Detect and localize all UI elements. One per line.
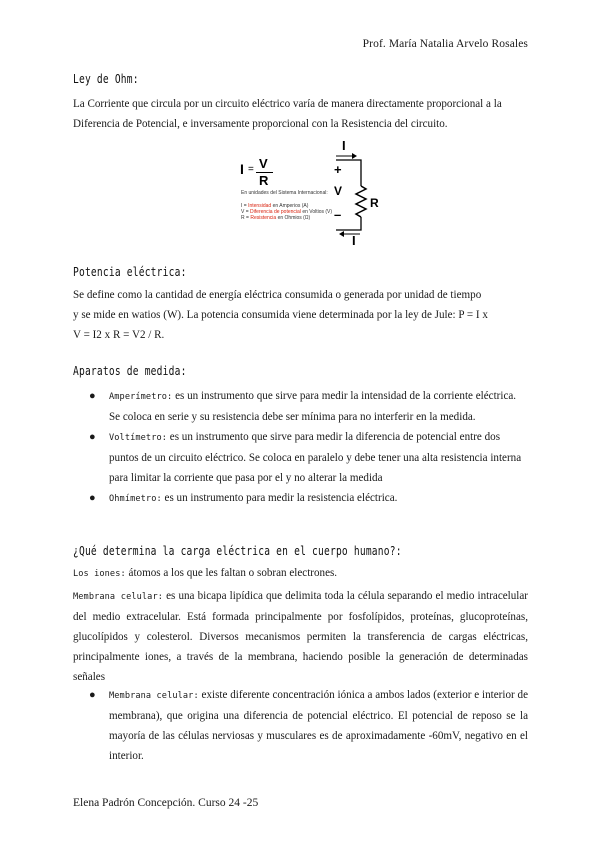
circuit-voltage-label: V <box>334 184 343 198</box>
membrana-text: es una bicapa lipídica que delimita toda la célula separando el medio intracelular del medio extracelular. Está formada principalmente por fosfolípidos, proteínas, glucoproteínas, glucolípidos y colesterol. Diversos mecanismos permiten la transferencia de cargas eléctricas, principalmente iones, a través de la membrana, haciendo posible la generación de determinadas señales <box>73 590 528 683</box>
bullet-icon: ● <box>89 689 96 701</box>
units-title: En unidades del Sistema Internacional: <box>241 190 328 196</box>
ley-ohm-text: La Corriente que circula por un circuito eléctrico varía de manera directamente proporcional a la Diferencia de Potencial, e inversamente proporcional con la Resistencia del circuito. <box>73 98 502 130</box>
term-amperimetro: Amperímetro: <box>109 392 173 402</box>
list-item-membrana <box>73 685 528 766</box>
heading-aparatos: Aparatos de medida: <box>73 365 187 379</box>
arrowhead-icon <box>339 231 344 237</box>
formula-eq: = <box>248 164 254 175</box>
potencia-line: y se mide en watios (W). La potencia consumida viene determinada por la ley de Jule: P = I x <box>73 309 488 321</box>
list-item-ohmimetro <box>73 488 528 509</box>
term-membrana: Membrana celular: <box>73 592 163 602</box>
arrowhead-icon <box>352 153 357 159</box>
legend-row: I = Intensidad en Amperios (A) <box>241 203 309 209</box>
formula-numerator: V <box>259 156 268 171</box>
aparatos-list <box>73 386 528 509</box>
legend-row: V = Diferencia de potencial en Voltios (V) <box>241 209 333 215</box>
bullet-icon: ● <box>89 492 96 504</box>
circuit-current-bottom: I <box>352 233 356 246</box>
term-iones: Los iones: <box>73 569 126 579</box>
term-ohmimetro: Ohmímetro: <box>109 494 162 504</box>
formula-lhs: I <box>240 161 244 177</box>
amperimetro-text: es un instrumento que sirve para medir la intensidad de la corriente eléctrica. Se coloca en serie y su resistencia debe ser mínima para no interferir en la medida. <box>109 390 517 423</box>
membrana-list <box>73 685 528 766</box>
membrana-paragraph <box>73 586 528 687</box>
potencia-line: V = I2 x R = V2 / R. <box>73 329 165 341</box>
plus-sign: + <box>334 162 342 177</box>
formula-denominator: R <box>259 173 269 188</box>
bullet-icon: ● <box>89 431 96 443</box>
iones-line <box>73 567 337 579</box>
term-membrana-bullet: Membrana celular: <box>109 691 199 701</box>
potencia-line: Se define como la cantidad de energía eléctrica consumida o generada por unidad de tiempo <box>73 289 482 301</box>
circuit-diagram <box>330 136 395 246</box>
heading-ley-ohm: Ley de Ohm: <box>73 73 139 87</box>
iones-text: átomos a los que les faltan o sobran electrones. <box>125 567 338 579</box>
term-voltimetro: Voltímetro: <box>109 433 168 443</box>
author-header: Prof. María Natalia Arvelo Rosales <box>362 38 528 50</box>
heading-carga: ¿Qué determina la carga eléctrica en el cuerpo humano?: <box>73 545 402 559</box>
heading-potencia: Potencia eléctrica: <box>73 266 187 280</box>
circuit-current-top: I <box>342 138 346 153</box>
circuit-resistance-label: R <box>370 196 379 210</box>
voltimetro-text: es un instrumento que sirve para medir la diferencia de potencial entre dos puntos de un circuito eléctrico. Se coloca en paralelo y debe tener una alta resistencia interna para limitar la corriente que pasa por el y no alterar la medida <box>109 431 522 484</box>
minus-sign: – <box>334 207 342 222</box>
bullet-icon: ● <box>89 390 96 402</box>
membrana-bullet-text: existe diferente concentración iónica a ambos lados (exterior e interior de membrana), que origina una diferencia de potencial eléctrico. El potencial de reposo se la mayoría de las células nerviosas y musculares es de aproximadamente -60mV, negativo en el interior. <box>109 689 528 762</box>
page-footer: Elena Padrón Concepción. Curso 24 -25 <box>73 797 259 809</box>
legend-row: R = Resistencia en Ohmios (Ω) <box>241 215 311 221</box>
ohmimetro-text: es un instrumento para medir la resistencia eléctrica. <box>161 492 398 504</box>
list-item-voltimetro <box>73 427 528 488</box>
list-item-amperimetro <box>73 386 528 427</box>
resistor-icon <box>356 186 366 217</box>
